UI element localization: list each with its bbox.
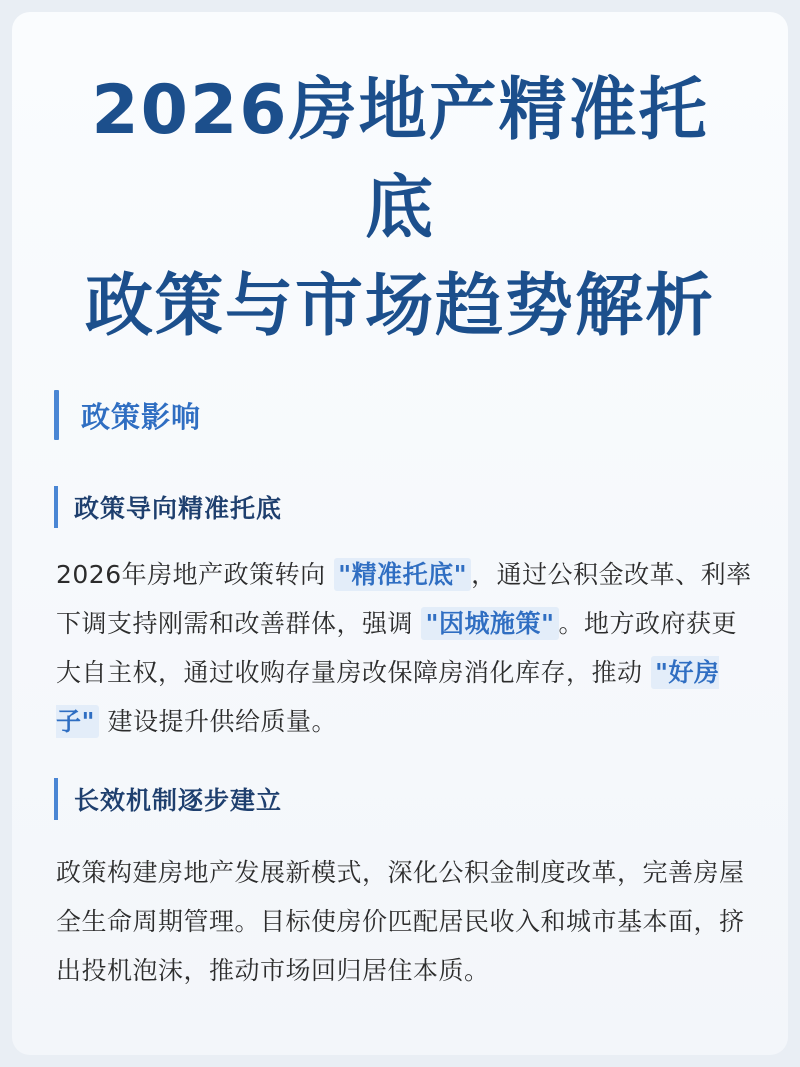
section-heading	[54, 390, 201, 440]
section-accent-bar	[54, 390, 59, 440]
title-line-3: 政策与市场趋势解析	[84, 267, 715, 346]
page-title	[12, 62, 788, 356]
paragraph-text: 。地方政府获更大自主权，通过收购存量房改保障房消化库存，推动	[56, 609, 738, 687]
subheading-long-term-mechanism	[54, 778, 282, 820]
paragraph-text: 建设提升供给质量。	[99, 707, 337, 736]
paragraph-text: 2026年房地产政策转向	[56, 560, 335, 589]
subheading-accent-bar	[54, 778, 58, 820]
paragraph-long-term-mechanism: 政策构建房地产发展新模式，深化公积金制度改革，完善房屋全生命周期管理。目标使房价匹配居民收入和城市基本面，挤出投机泡沫，推动市场回归居住本质。	[56, 858, 745, 985]
highlight-keyword: "因城施策"	[421, 607, 558, 640]
poster-card	[12, 12, 788, 1055]
subheading-text: 政策导向精准托底	[74, 494, 283, 523]
subheading-text: 长效机制逐步建立	[74, 786, 283, 815]
title-line-1: 2026房地产精准托	[91, 71, 709, 150]
section-heading-text: 政策影响	[81, 399, 202, 434]
subheading-policy-direction	[54, 486, 282, 528]
highlight-keyword: "精准托底"	[334, 558, 471, 591]
highlight-keyword: "好房子"	[56, 658, 720, 736]
paragraph-policy-direction	[56, 550, 756, 746]
title-line-2: 底	[364, 169, 435, 248]
paragraph-text: ，通过公积金改革、利率下调支持刚需和改善群体，强调	[56, 560, 752, 638]
subheading-accent-bar	[54, 486, 58, 528]
